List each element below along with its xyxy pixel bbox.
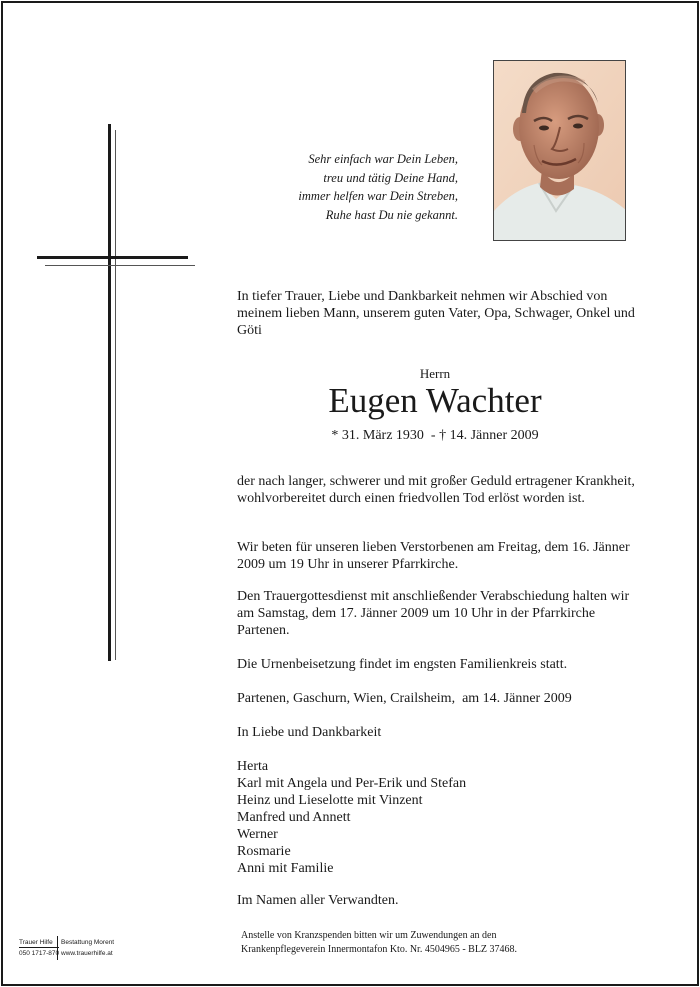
donation-note-line: Anstelle von Kranzspenden bitten wir um Zuwendungen an den xyxy=(241,930,497,941)
illness-paragraph: der nach langer, schwerer und mit großer Geduld ertragener Krankheit, wohlvorbereitet durch einen friedvollen Tod erlöst worden ist. xyxy=(237,474,635,506)
intro-text: In tiefer Trauer, Liebe und Dankbarkeit nehmen wir Abschied von meinem lieben Mann, unserem guten Vater, Opa, Schwager, Onkel und Göti xyxy=(237,289,635,338)
life-dates: * 31. März 1930 - † 14. Jänner 2009 xyxy=(331,428,539,443)
portrait-photo xyxy=(493,60,626,241)
funeral-home-logo xyxy=(19,938,123,962)
family-member: Karl mit Angela und Per-Erik und Stefan xyxy=(237,776,467,791)
family-member: Heinz und Lieselotte mit Vinzent xyxy=(237,793,423,808)
poem-line: Sehr einfach war Dein Leben, xyxy=(308,152,458,166)
family-member: Werner xyxy=(237,827,278,842)
family-member: Anni mit Familie xyxy=(237,861,334,876)
logo-divider xyxy=(19,947,59,948)
family-member: Herta xyxy=(237,759,269,774)
logo-web: www.trauerhilfe.at xyxy=(61,950,113,957)
family-member: Manfred und Annett xyxy=(237,810,351,825)
logo-name-right: Bestattung Morent xyxy=(61,939,115,946)
donation-note xyxy=(241,929,571,957)
portrait-illustration xyxy=(494,61,626,241)
poem-line: Ruhe hast Du nie gekannt. xyxy=(325,207,458,222)
place-date: Partenen, Gaschurn, Wien, Crailsheim, am 14. Jänner 2009 xyxy=(237,691,572,706)
logo-phone: 050 1717-870 xyxy=(19,950,60,957)
family-member: Rosmarie xyxy=(237,844,291,859)
family-list xyxy=(237,758,637,877)
logo-name-left: Trauer Hilfe xyxy=(19,939,53,946)
urn-paragraph: Die Urnenbeisetzung findet im engsten Familienkreis statt. xyxy=(237,657,568,672)
cross-vertical-beam xyxy=(108,124,111,661)
memorial-poem xyxy=(250,150,458,224)
cross-vertical-shadow xyxy=(115,130,116,660)
poem-line: treu und tätig Deine Hand, xyxy=(323,170,458,185)
salutation: Herrn xyxy=(419,366,451,381)
cross-horizontal-beam xyxy=(37,256,188,259)
cross-horizontal-shadow xyxy=(45,265,195,266)
relatives-line: Im Namen aller Verwandten. xyxy=(237,893,399,908)
service-paragraph: Den Trauergottesdienst mit anschließender Verabschiedung halten wir am Samstag, dem 17. Jänner 2009 um 10 Uhr in der Pfarrkirche Partenen. xyxy=(237,589,630,638)
deceased-name: Eugen Wachter xyxy=(328,381,542,420)
poem-line: immer helfen war Dein Streben, xyxy=(298,189,458,203)
closing-line: In Liebe und Dankbarkeit xyxy=(237,725,382,740)
donation-note-line: Krankenpflegeverein Innermontafon Kto. Nr. 4504965 - BLZ 37468. xyxy=(241,944,518,955)
prayer-paragraph: Wir beten für unseren lieben Verstorbenen am Freitag, dem 16. Jänner 2009 um 19 Uhr in unserer Pfarrkirche. xyxy=(237,540,630,572)
